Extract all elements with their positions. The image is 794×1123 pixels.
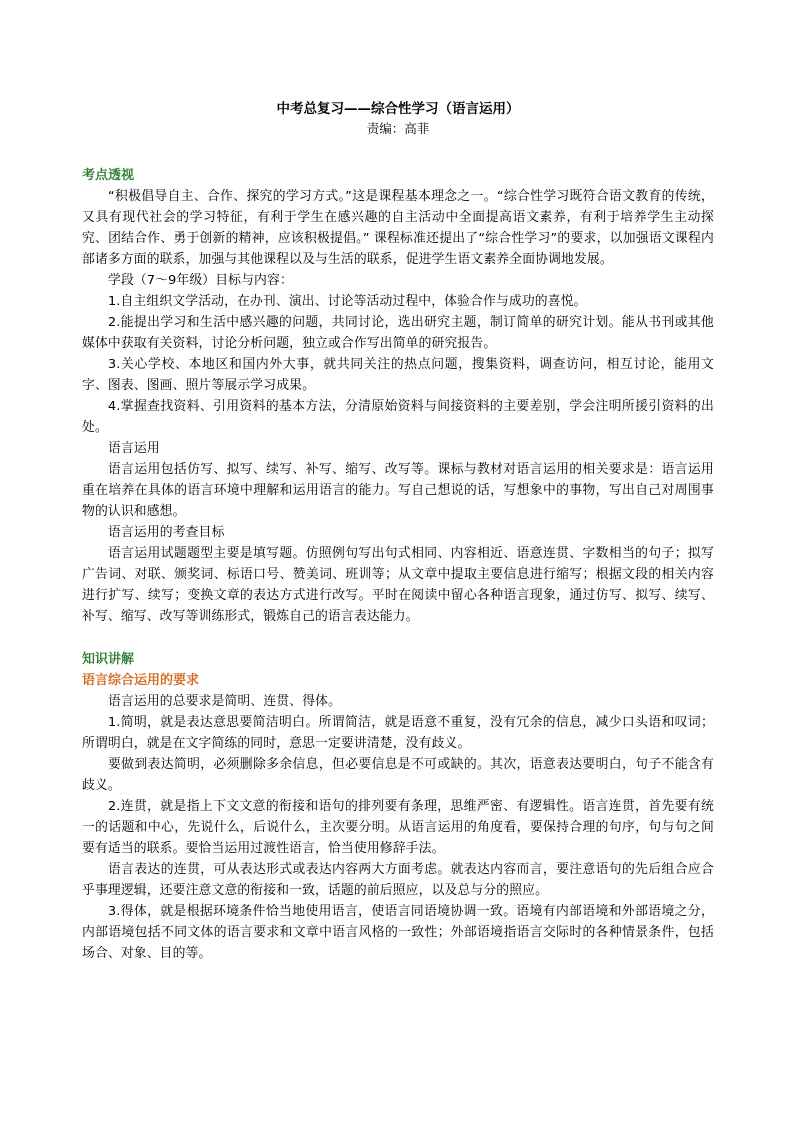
paragraph-subtitle: 语言运用 [108,441,160,456]
paragraph: 4.掌握查找资料、引用资料的基本方法，分清原始资料与间接资料的主要差别，学会注明所援引资料的出处。 [82,399,714,435]
paragraph: 语言表达的连贯，可从表达形式或表达内容两大方面考虑。就表达内容而言，要注意语句的先后组合应合乎事理逻辑，还要注意文意的衔接和一致，话题的前后照应，以及总与分的照应。 [82,862,714,898]
paragraph: 语言运用包括仿写、拟写、续写、补写、缩写、改写等。课标与教材对语言运用的相关要求是：语言运用重在培养在具体的语言环境中理解和运用语言的能力。写自己想说的话，写想象中的事物，写出自己对周围事物的认识和感想。 [82,462,714,519]
editor-line: 责编：高菲 [366,121,430,136]
paragraph: 要做到表达简明，必须删除多余信息，但必要信息是不可或缺的。其次，语意表达要明白，句子不能含有歧义。 [82,757,714,793]
paragraph: 语言运用试题题型主要是填写题。仿照例句写出句式相同、内容相近、语意连贯、字数相当的句子；拟写广告词、对联、颁奖词、标语口号、赞美词、班训等；从文章中提取主要信息进行缩写；根据文段的相关内容进行扩写、续写；变换文章的表达方式进行改写。平时在阅读中留心各种语言现象，通过仿写、拟写、续写、补写、缩写、改写等训练形式，锻炼自己的语言表达能力。 [82,546,714,624]
subsection-heading: 语言综合运用的要求 [82,673,200,688]
paragraph: 学段（7～9年级）目标与内容： [108,273,293,288]
section-heading-zhishi: 知识讲解 [82,652,135,667]
paragraph: 1.自主组织文学活动，在办刊、演出、讨论等活动过程中，体验合作与成功的喜悦。 [108,294,587,309]
paragraph: 2.连贯，就是指上下文文意的衔接和语句的排列要有条理，思维严密、有逻辑性。语言连贯，首先要有统一的话题和中心，先说什么，后说什么，主次要分明。从语言运用的角度看，要保持合理的句序，句与句之间要有适当的联系。要恰当运用过渡性语言，恰当使用修辞手法。 [82,799,714,856]
paragraph: 3.关心学校、本地区和国内外大事，就共同关注的热点问题，搜集资料，调查访问，相互讨论，能用文字、图表、图画、照片等展示学习成果。 [82,357,714,393]
section-heading-kaodian: 考点透视 [82,168,135,183]
paragraph: 3.得体，就是根据环境条件恰当地使用语言，使语言同语境协调一致。语境有内部语境和外部语境之分，内部语境包括不同文体的语言要求和文章中语言风格的一致性；外部语境指语言交际时的各种情景条件，包括场合、对象、目的等。 [82,904,714,961]
paragraph: 语言运用的总要求是简明、连贯、得体。 [108,694,342,709]
paragraph: 1.简明，就是表达意思要简洁明白。所谓简洁，就是语意不重复，没有冗余的信息，减少口头语和叹词；所谓明白，就是在文字简练的同时，意思一定要讲清楚，没有歧义。 [82,715,714,751]
document-page [82,99,714,964]
paragraph: “积极倡导自主、合作、探究的学习方式。”这是课程基本理念之一。“综合性学习既符合语文教育的传统，又具有现代社会的学习特征，有利于学生在感兴趣的自主活动中全面提高语文素养，有利于培养学生主动探究、团结合作、勇于创新的精神，应该积极提倡。” 课程标准还提出了“综合性学习”的要求，以加强语文课程内部诸多方面的联系，加强与其他课程以及与生活的联系，促进学生语文素养全面协调地发展。 [82,189,714,267]
paragraph-subtitle: 语言运用的考查目标 [108,525,225,540]
paragraph: 2.能提出学习和生活中感兴趣的问题，共同讨论，选出研究主题，制订简单的研究计划。能从书刊或其他媒体中获取有关资料，讨论分析问题，独立或合作写出简单的研究报告。 [82,315,714,351]
page-title: 中考总复习——综合性学习（语言运用） [276,101,520,117]
